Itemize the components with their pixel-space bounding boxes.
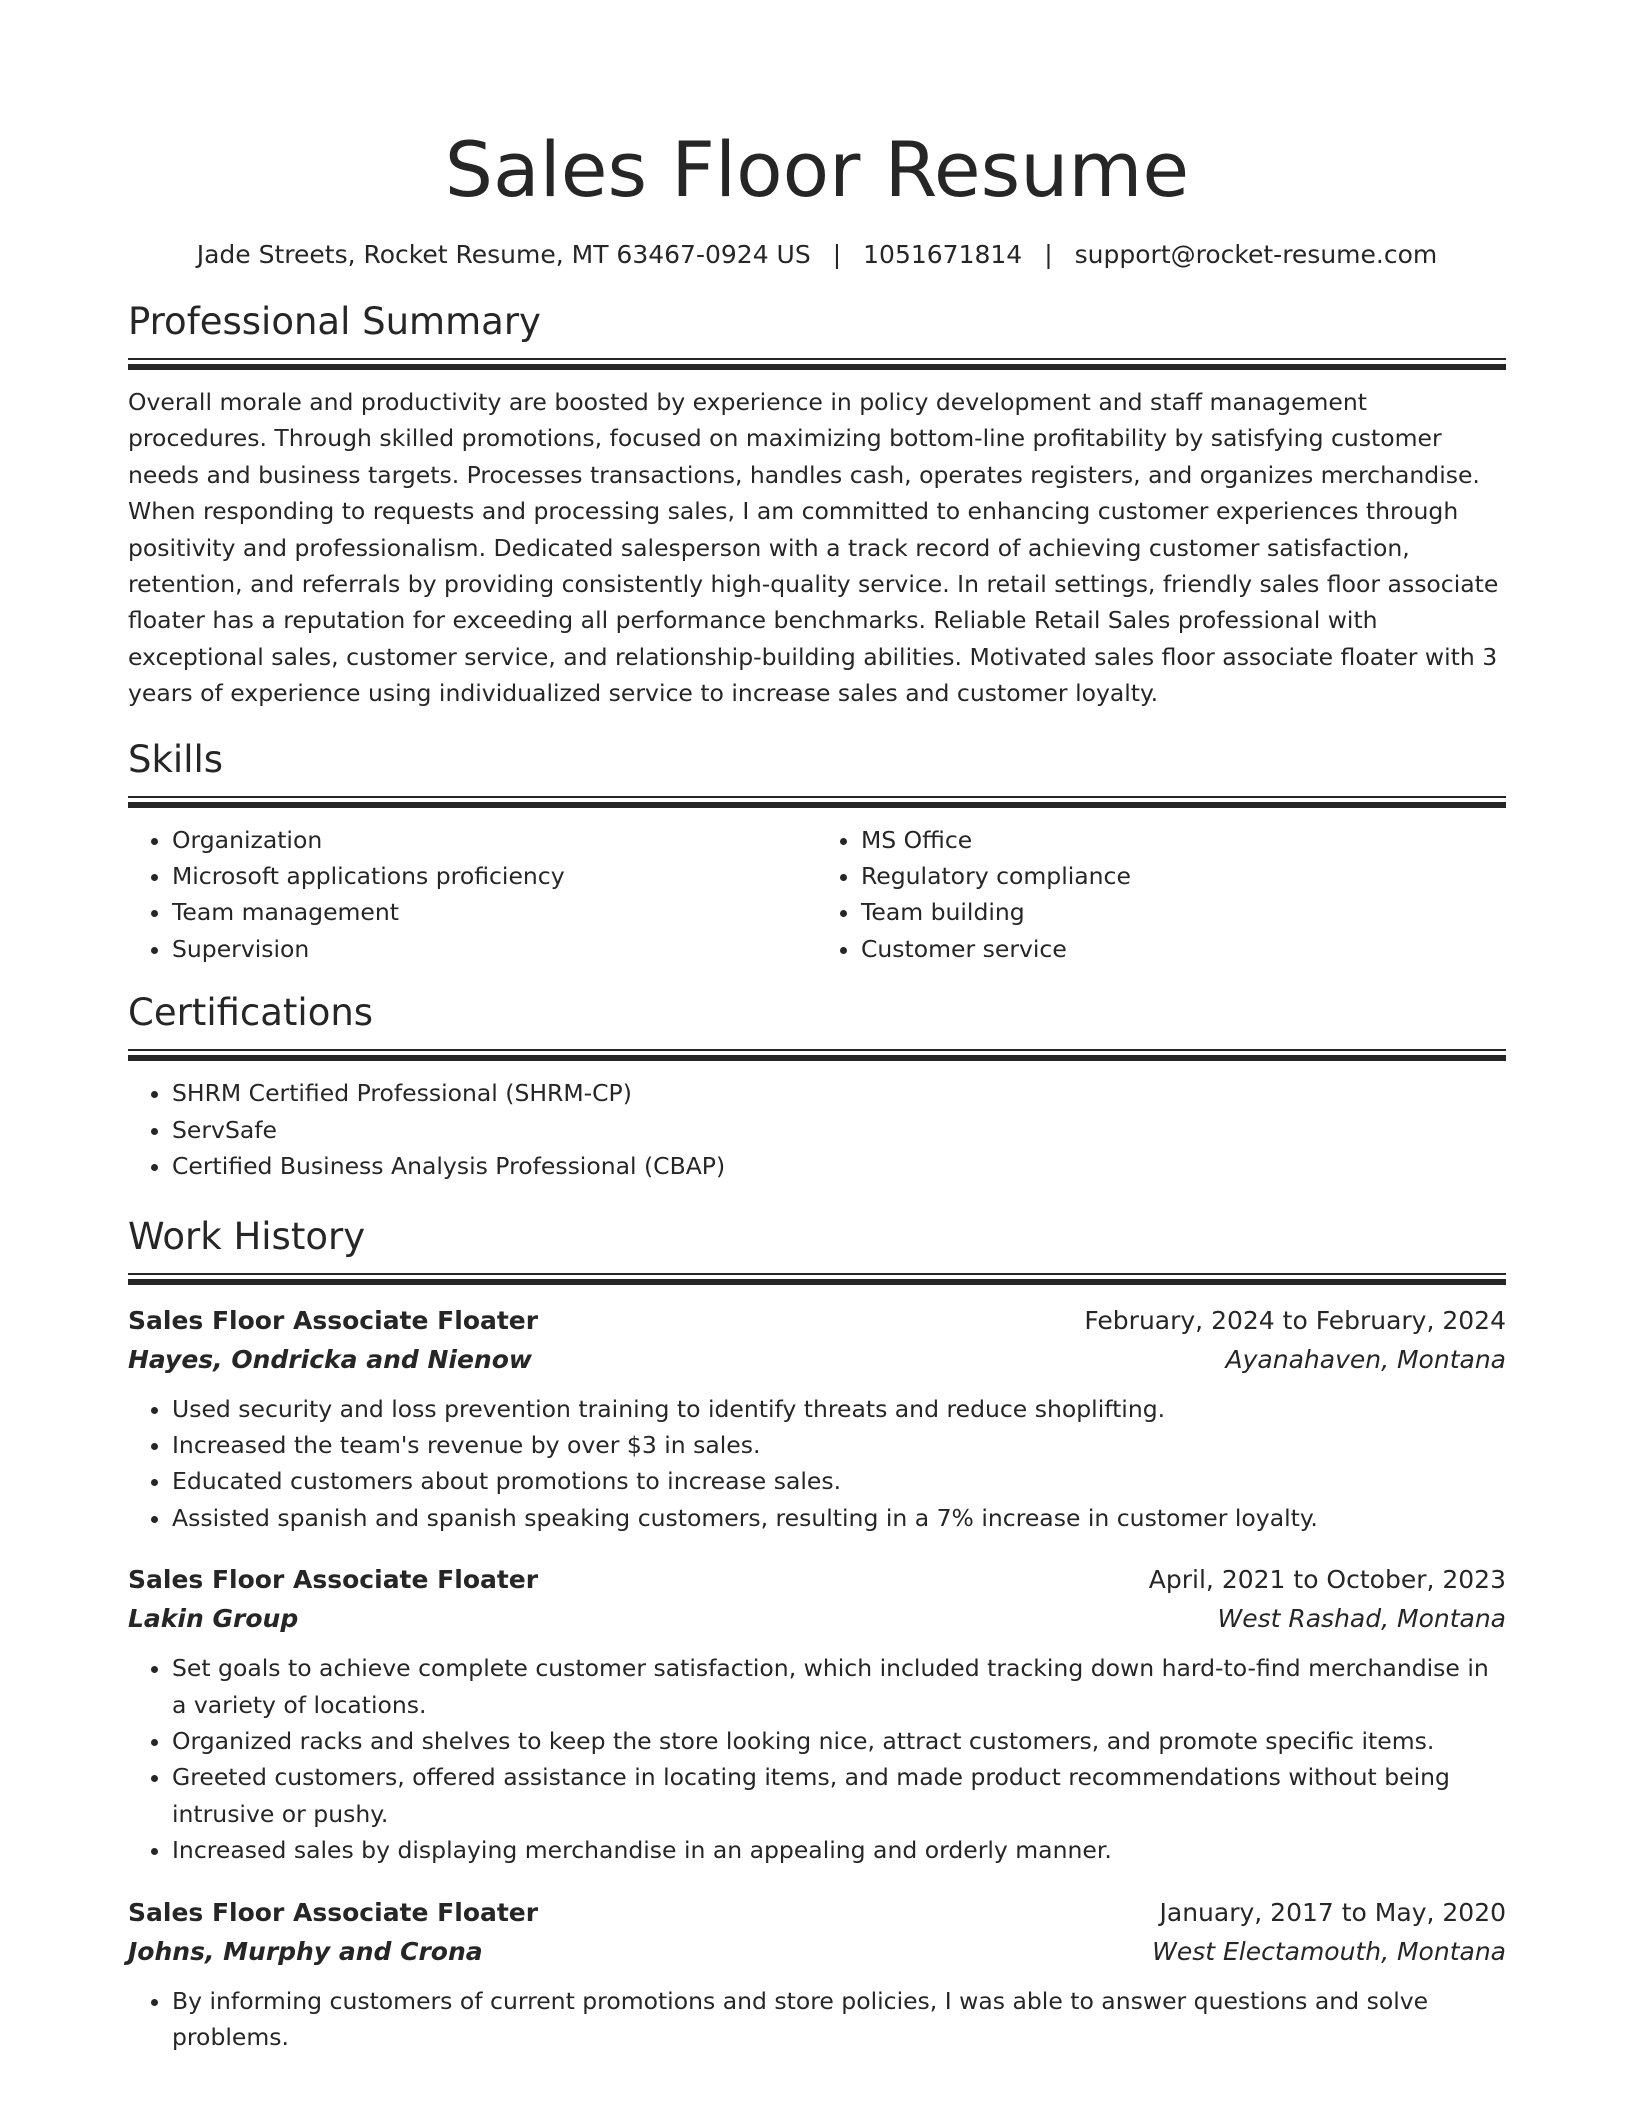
section-divider <box>128 358 1506 370</box>
certifications-heading: Certifications <box>128 991 374 1035</box>
resume-page <box>128 0 1506 2055</box>
certifications-section <box>128 989 1506 1184</box>
job-dates: January, 2017 to May, 2020 <box>1159 1897 1506 1927</box>
job-company: Hayes, Ondricka and Nienow <box>128 1344 533 1374</box>
section-divider <box>128 796 1506 808</box>
work-history-section <box>128 1213 1506 2056</box>
contact-separator: | <box>832 240 842 269</box>
skills-column-left <box>128 822 817 968</box>
job-bullet-list <box>128 1983 1506 2056</box>
skills-section <box>128 736 1506 968</box>
skills-heading: Skills <box>128 737 224 781</box>
section-divider <box>128 1049 1506 1061</box>
job-title: Sales Floor Associate Floater <box>128 1565 539 1595</box>
summary-section <box>128 298 1506 712</box>
job-bullet: • Increased the team's revenue by over $3 in sales. <box>172 1427 1506 1463</box>
job-bullet: • Increased sales by displaying merchandise in an appealing and orderly manner. <box>172 1832 1506 1868</box>
contact-line <box>128 238 1506 272</box>
contact-email[interactable]: support@rocket-resume.com <box>1074 240 1438 269</box>
skill-item: • Microsoft applications proficiency <box>172 858 817 894</box>
contact-separator: | <box>1044 240 1053 269</box>
resume-name: Sales Floor Resume <box>444 125 1190 214</box>
summary-heading: Professional Summary <box>128 300 541 343</box>
job-entry <box>128 1301 1506 1537</box>
skills-columns <box>128 822 1506 968</box>
certification-item: • ServSafe <box>172 1112 1506 1148</box>
skills-list-right <box>817 822 1506 968</box>
job-company: Lakin Group <box>128 1604 299 1634</box>
job-bullet: • Set goals to achieve complete customer satisfaction, which included tracking down hard-to-find merchandise in a variety of locations. <box>172 1650 1506 1723</box>
skills-column-right <box>817 822 1506 968</box>
job-bullet: • Educated customers about promotions to increase sales. <box>172 1463 1506 1499</box>
job-title: Sales Floor Associate Floater <box>128 1897 539 1927</box>
section-divider <box>128 1273 1506 1285</box>
job-header <box>128 1893 1506 1933</box>
job-header <box>128 1301 1506 1341</box>
work-history-heading: Work History <box>128 1214 366 1258</box>
skill-item: • Regulatory compliance <box>861 858 1506 894</box>
job-bullet-list <box>128 1650 1506 1868</box>
skills-list-left <box>128 822 817 968</box>
skill-item: • Organization <box>172 822 817 858</box>
summary-text: Overall morale and productivity are boosted by experience in policy development and staff management procedures. Through skilled promotions, focused on maximizing bottom-line profitability by satisfying customer needs and business targets. Processes transactions, handles cash, operates registers, and organizes merchandise. When responding to requests and processing sales, I am committed to enhancing customer experiences through positivity and professionalism. Dedicated salesperson with a track record of achieving customer satisfaction, retention, and referrals by providing consistently high-quality service. In retail settings, friendly sales floor associate floater has a reputation for exceeding all performance benchmarks. Reliable Retail Sales professional with exceptional sales, customer service, and relationship-building abilities. Motivated sales floor associate floater with 3 years of experience using individualized service to increase sales and customer loyalty. <box>128 388 1499 708</box>
certification-item: • Certified Business Analysis Professional (CBAP) <box>172 1148 1506 1184</box>
job-bullet: • Organized racks and shelves to keep the store looking nice, attract customers, and promote specific items. <box>172 1723 1506 1759</box>
job-dates: April, 2021 to October, 2023 <box>1148 1565 1506 1595</box>
job-bullet: • By informing customers of current promotions and store policies, I was able to answer questions and solve problems. <box>172 1983 1506 2056</box>
contact-address: Jade Streets, Rocket Resume, MT 63467-0924 US <box>196 240 811 269</box>
certifications-list <box>128 1075 1506 1184</box>
job-subheader <box>128 1341 1506 1379</box>
job-entry <box>128 1893 1506 2056</box>
certification-item: • SHRM Certified Professional (SHRM-CP) <box>172 1075 1506 1111</box>
job-subheader <box>128 1600 1506 1638</box>
job-dates: February, 2024 to February, 2024 <box>1084 1305 1506 1335</box>
job-location: Ayanahaven, Montana <box>1225 1344 1506 1374</box>
skill-item: • MS Office <box>861 822 1506 858</box>
job-subheader <box>128 1933 1506 1971</box>
job-bullet: • Greeted customers, offered assistance in locating items, and made product recommendations without being intrusive or pushy. <box>172 1759 1506 1832</box>
job-bullet-list <box>128 1391 1506 1537</box>
job-title: Sales Floor Associate Floater <box>128 1305 539 1335</box>
job-location: West Electamouth, Montana <box>1152 1936 1506 1966</box>
contact-phone: 1051671814 <box>863 240 1023 269</box>
job-bullet: • Used security and loss prevention training to identify threats and reduce shoplifting. <box>172 1391 1506 1427</box>
job-location: West Rashad, Montana <box>1217 1604 1506 1634</box>
skill-item: • Customer service <box>861 931 1506 967</box>
skill-item: • Supervision <box>172 931 817 967</box>
job-bullet: • Assisted spanish and spanish speaking customers, resulting in a 7% increase in customer loyalty. <box>172 1500 1506 1536</box>
job-company: Johns, Murphy and Crona <box>128 1936 483 1966</box>
job-entry <box>128 1560 1506 1868</box>
skill-item: • Team management <box>172 894 817 930</box>
job-header <box>128 1560 1506 1600</box>
skill-item: • Team building <box>861 894 1506 930</box>
